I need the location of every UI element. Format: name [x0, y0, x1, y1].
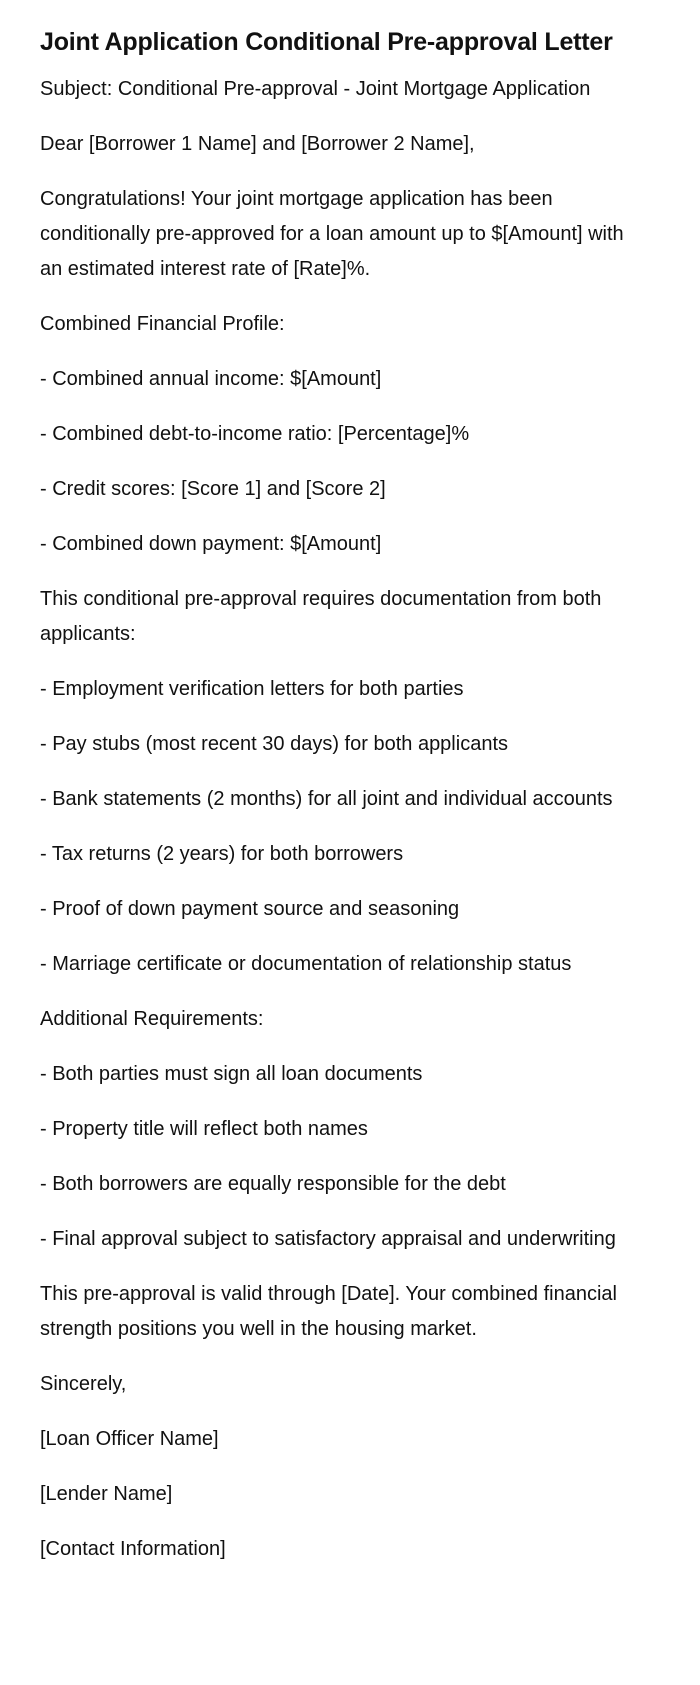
section-heading-financial-profile: Combined Financial Profile:: [40, 313, 285, 335]
list-item: - Combined down payment: $[Amount]: [40, 533, 382, 555]
signature-loan-officer: [Loan Officer Name]: [40, 1428, 219, 1450]
list-item: - Employment verification letters for both parties: [40, 678, 464, 700]
signature-lender: [Lender Name]: [40, 1483, 173, 1505]
section-heading-additional-requirements: Additional Requirements:: [40, 1008, 264, 1030]
list-item: - Both parties must sign all loan documents: [40, 1063, 423, 1085]
list-item: - Tax returns (2 years) for both borrowers: [40, 843, 404, 865]
salutation: Dear [Borrower 1 Name] and [Borrower 2 Name],: [40, 133, 475, 155]
validity-paragraph: This pre-approval is valid through [Date]. Your combined financial strength positions you well in the housing market.: [40, 1283, 617, 1340]
list-item: - Property title will reflect both names: [40, 1118, 368, 1140]
intro-paragraph: Congratulations! Your joint mortgage application has been conditionally pre-approved for a loan amount up to $[Amount] with an estimated interest rate of [Rate]%.: [40, 188, 624, 280]
letter-title: Joint Application Conditional Pre-approval Letter: [40, 28, 613, 56]
closing: Sincerely,: [40, 1373, 127, 1395]
list-item: - Proof of down payment source and seasoning: [40, 898, 460, 920]
list-item: - Credit scores: [Score 1] and [Score 2]: [40, 478, 386, 500]
list-item: - Combined debt-to-income ratio: [Percentage]%: [40, 423, 470, 445]
documentation-intro: This conditional pre-approval requires documentation from both applicants:: [40, 588, 602, 645]
list-item: - Both borrowers are equally responsible for the debt: [40, 1173, 506, 1195]
list-item: - Pay stubs (most recent 30 days) for both applicants: [40, 733, 508, 755]
signature-contact: [Contact Information]: [40, 1538, 226, 1560]
list-item: - Bank statements (2 months) for all joint and individual accounts: [40, 788, 613, 810]
list-item: - Marriage certificate or documentation of relationship status: [40, 953, 572, 975]
list-item: - Combined annual income: $[Amount]: [40, 368, 382, 390]
list-item: - Final approval subject to satisfactory appraisal and underwriting: [40, 1228, 616, 1250]
subject-line: Subject: Conditional Pre-approval - Joint Mortgage Application: [40, 78, 591, 100]
